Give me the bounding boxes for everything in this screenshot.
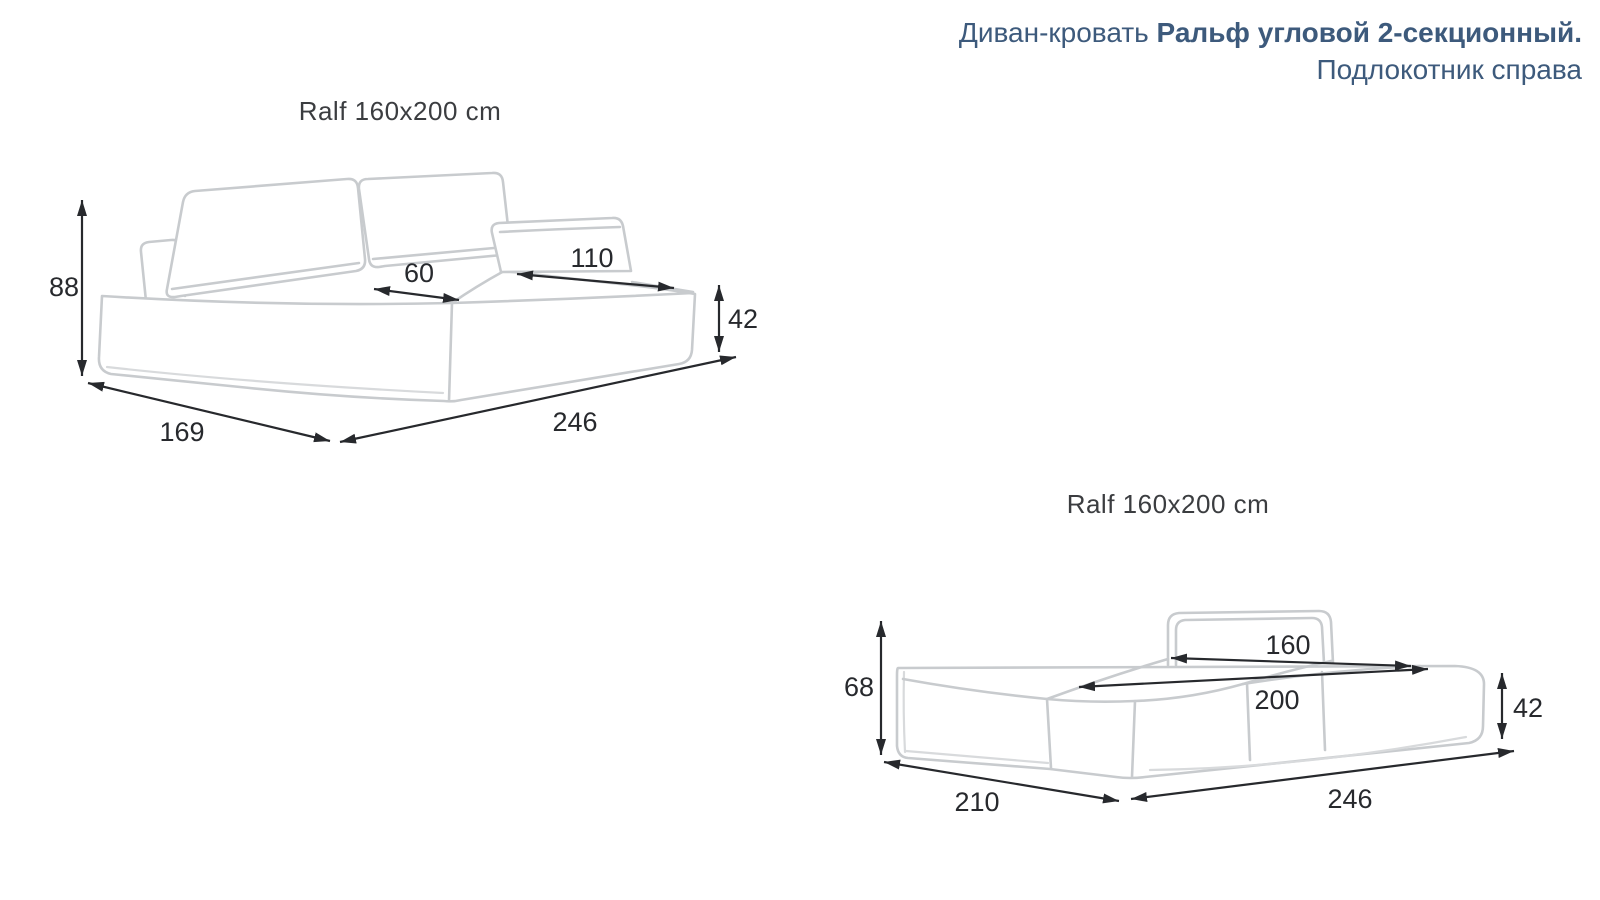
sofa-length-value: 246 [552,407,598,437]
sofa-seat-depth-arrow [374,289,459,300]
bed-height-value: 68 [843,672,875,702]
bed-platform [897,666,1484,778]
sofa-view-label: Ralf 160x200 cm [298,96,502,126]
bed-view-label: Ralf 160x200 cm [1066,489,1270,519]
bed-platform-height-value: 42 [1513,693,1544,723]
sofa-depth-value: 169 [159,417,205,447]
product-title-line2: Подлокотник справа [1316,54,1582,85]
sofa-seat-height-value: 42 [728,304,759,334]
product-name-text: Ральф угловой 2-секционный. [1156,17,1582,48]
sofa-back-cushion-left [167,179,365,297]
sofa-chaise-width-value: 110 [570,243,614,273]
bed-line-drawing [897,611,1484,778]
bed-sleep-length-value: 200 [1254,685,1300,715]
bed-sleep-width-value: 160 [1265,630,1311,660]
sofa-height-value: 88 [48,272,80,302]
product-type-text: Диван-кровать [958,17,1157,48]
bed-length-value: 246 [1327,784,1373,814]
sofa-line-drawing [99,173,695,401]
sofa-seat-depth-value: 60 [403,258,435,288]
bed-left-cap-piping [904,672,905,752]
bed-depth-value: 210 [954,787,1000,817]
